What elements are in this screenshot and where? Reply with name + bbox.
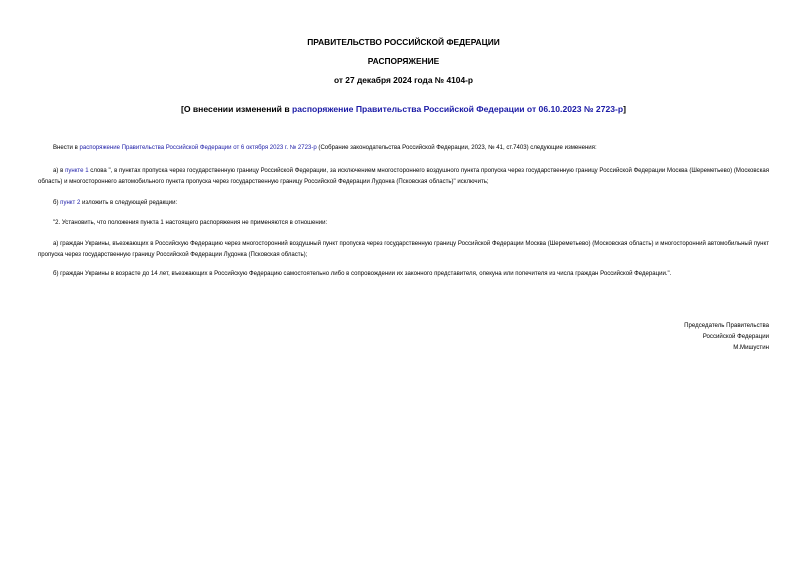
signature-name: М.Мишустин [733,344,769,351]
order-link[interactable]: распоряжение Правительства Российской Федерации от 6 октября 2023 г. № 2723-р [79,145,317,151]
subject-heading [38,104,769,114]
document-page [38,0,769,571]
signature-block [684,320,769,353]
point-1-link[interactable]: пункте 1 [65,168,89,174]
paragraph-intro-prefix: Внести в [53,145,80,151]
document-type-heading: РАСПОРЯЖЕНИЕ [367,56,440,66]
subject-close: ] [623,104,627,114]
paragraph-a-prefix: а) в [53,168,66,174]
government-heading: ПРАВИТЕЛЬСТВО РОССИЙСКОЙ ФЕДЕРАЦИИ [307,37,500,47]
paragraph-b-prefix: б) [53,200,61,206]
paragraph-a-suffix: слова ", в пунктах пропуска через государственную границу Российской Федерации, за исключением многостороннего воздушного пункта пропуска через государственную границу Российской Федерации Москва (Шереметьево) (Московская область) и многостороннего автомобильного пункта пропуска через государственную границу Российской Федерации Лудонка (Псковская область)" исключить; [38,168,769,185]
signature-title-line-1: Председатель Правительства [684,322,769,329]
subject-open: [О внесении изменений в [180,104,293,114]
signature-title-line-2: Российской Федерации [702,333,769,340]
paragraph-new-b: б) граждан Украины в возрасте до 14 лет, въезжающих в Российскую Федерацию самостоятельно либо в сопровождении их законного представителя, опекуна или попечителя из числа граждан Российской Федерации.". [53,271,672,277]
paragraph-a [38,166,769,187]
paragraph-new-a: а) граждан Украины, въезжающих в Российскую Федерацию через многосторонний воздушный пункт пропуска через государственную границу Российской Федерации Москва (Шереметьево) (Московская область) и многосторонний автомобильный пункт пропуска через государственную границу Российской Федерации Лудонка (Псковская область); [38,241,769,258]
paragraph-b [38,198,769,209]
date-number-heading: от 27 декабря 2024 года № 4104-р [333,75,474,85]
paragraph-intro [38,143,769,154]
subject-order-link[interactable]: распоряжение Правительства Российской Федерации от 06.10.2023 № 2723-р [292,104,624,114]
paragraph-intro-suffix: (Собрание законодательства Российской Федерации, 2023, № 41, ст.7403) следующие изменения: [316,145,597,151]
point-2-link[interactable]: пункт 2 [60,200,81,206]
paragraph-b-suffix: изложить в следующей редакции: [80,200,178,206]
paragraph-new-point-2: "2. Установить, что положения пункта 1 настоящего распоряжения не применяются в отношении: [53,220,328,226]
